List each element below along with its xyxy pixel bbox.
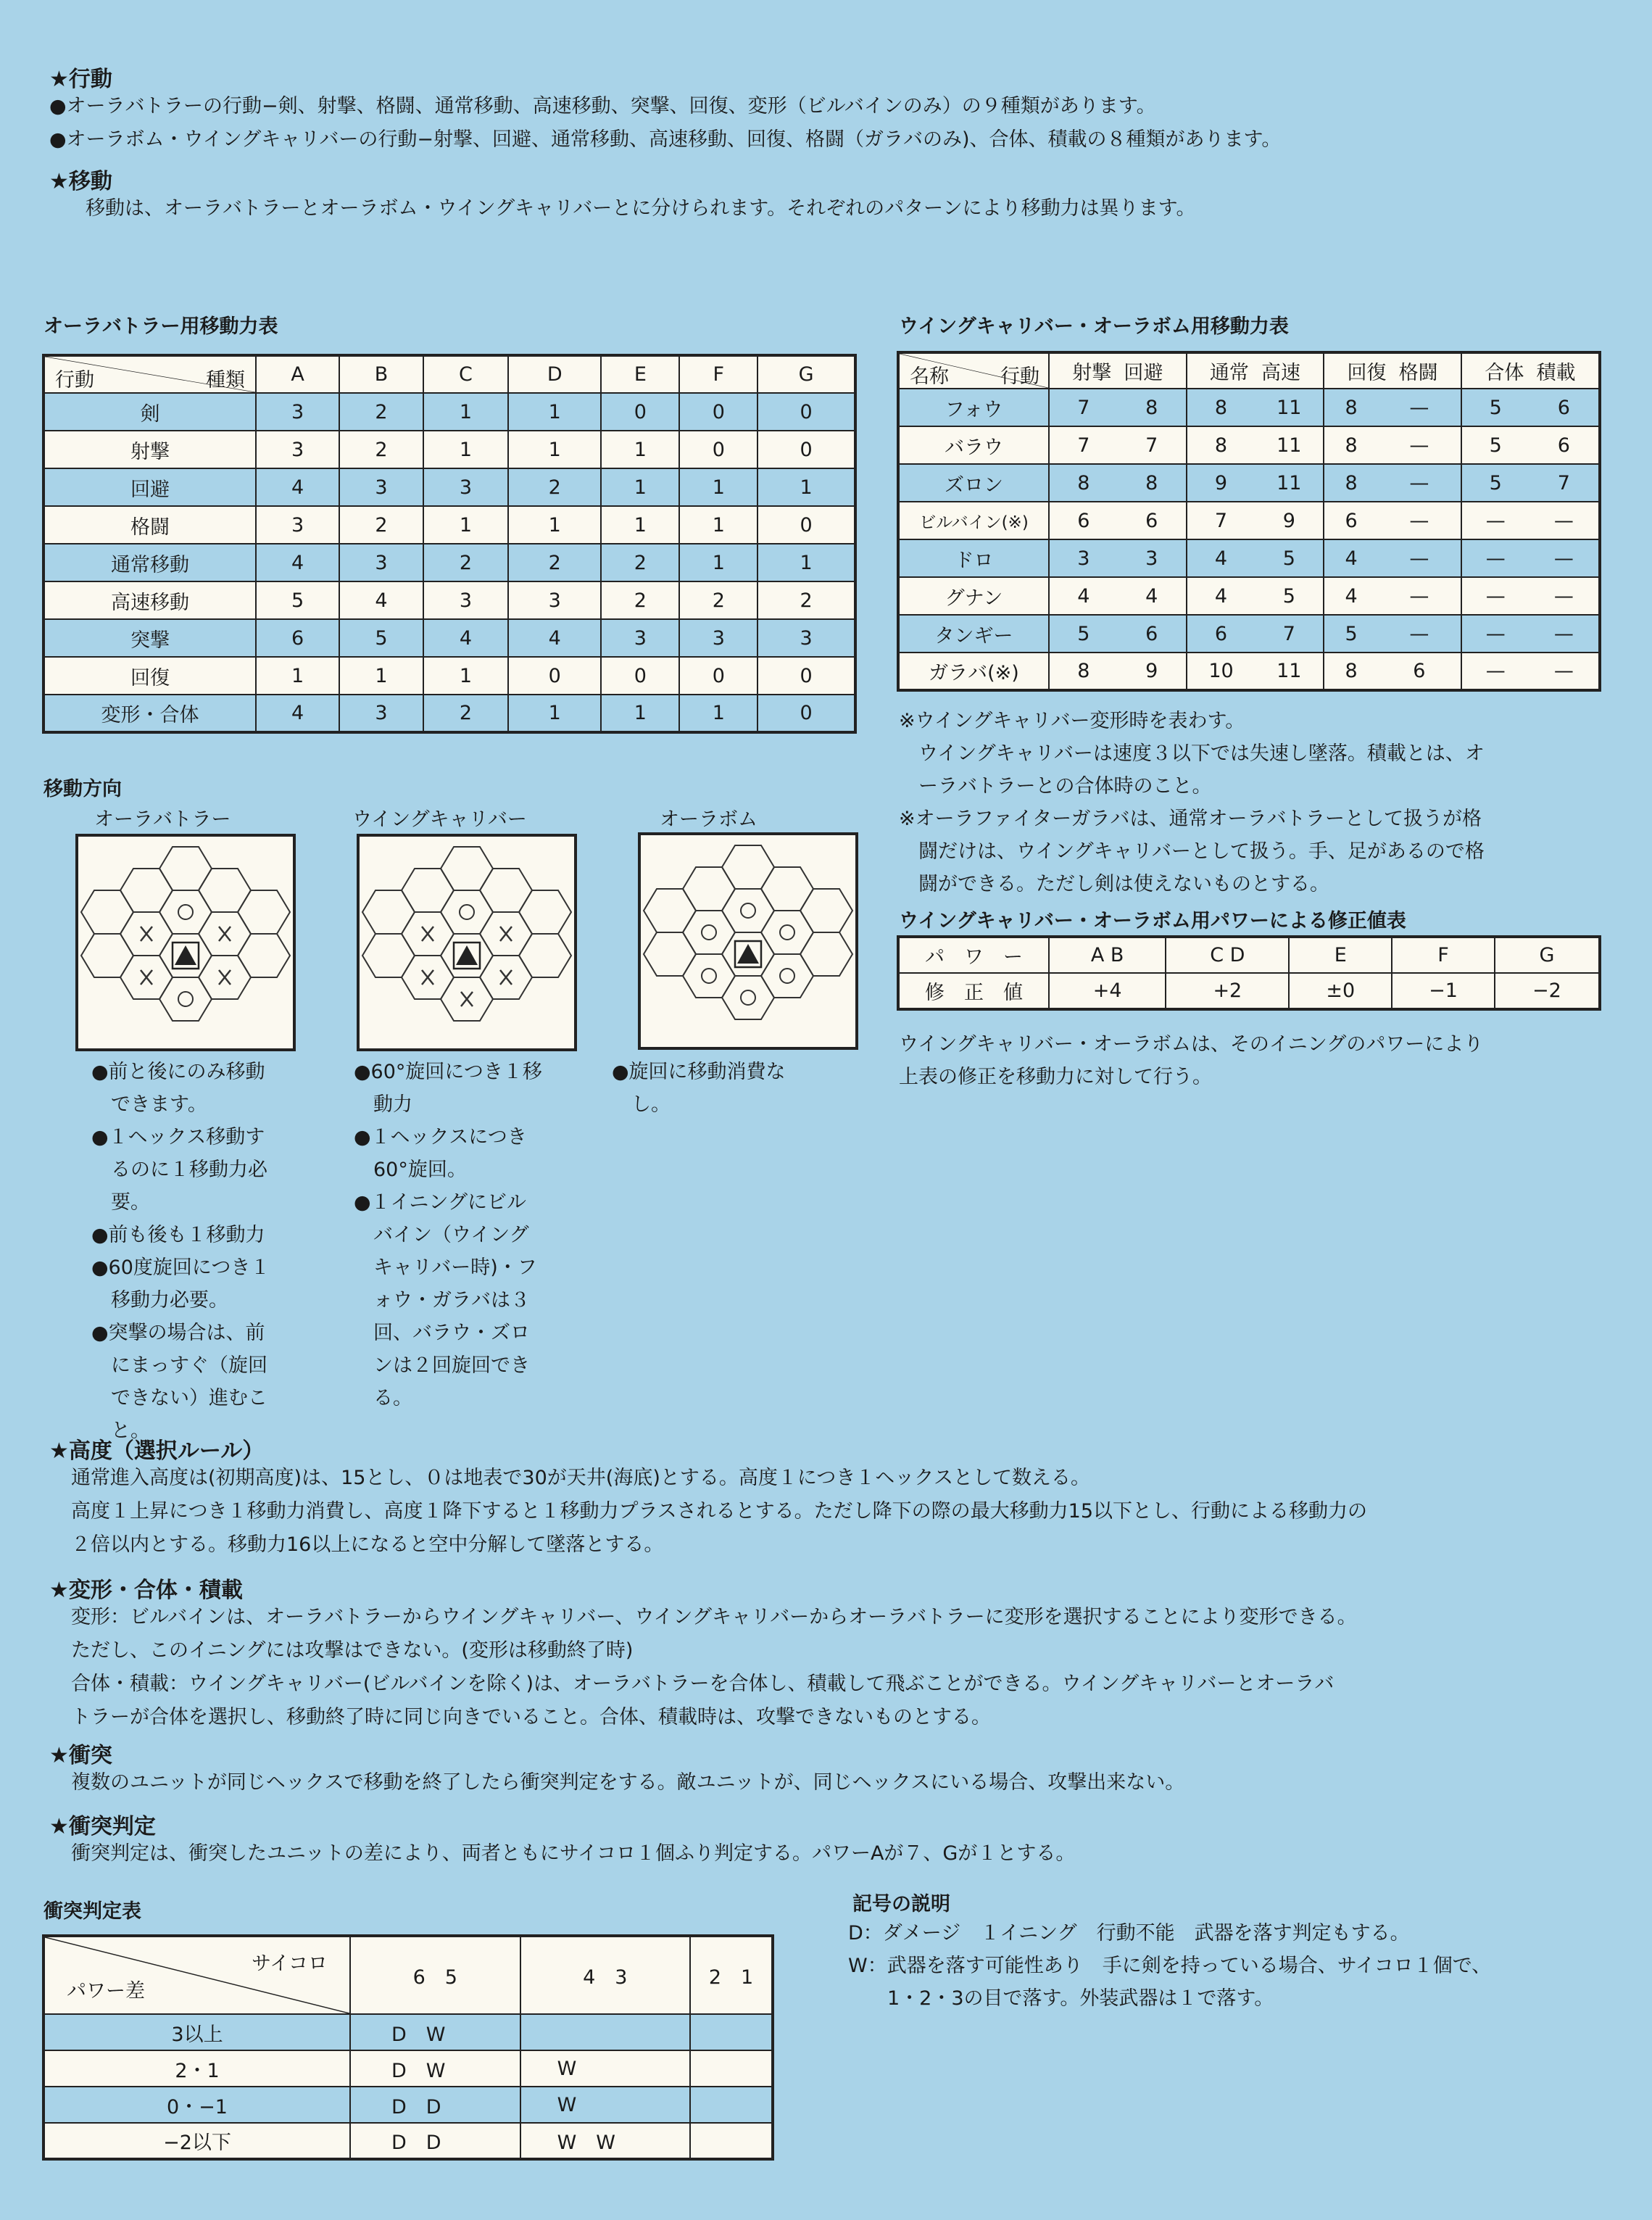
- cell: [690, 2014, 773, 2050]
- cell: 0: [757, 393, 855, 431]
- table-row: [43, 657, 855, 695]
- row-label: ドロ: [898, 539, 1049, 577]
- cell: —: [1529, 653, 1600, 690]
- wc-note: ウイングキャリバーは速度３以下では失速し墜落。積載とは、オ: [899, 742, 1485, 765]
- altitude-line: 高度１上昇につき１移動力消費し、高度１降下すると１移動力プラスされるとする。ただし降下の際の最大移動力15以下とし、行動による移動力の: [71, 1500, 1368, 1523]
- cell: D D: [350, 2123, 520, 2159]
- collision-table-title: 衝突判定表: [43, 1900, 141, 1923]
- power-note: 上表の修正を移動力に対して行う。: [899, 1066, 1212, 1088]
- cell: 3: [423, 581, 508, 619]
- row-label: 0・−1: [43, 2087, 350, 2123]
- power-row-label: 修 正 値: [898, 973, 1049, 1009]
- cell: 0: [757, 695, 855, 732]
- cell: 1: [508, 393, 601, 431]
- cell: 6: [1118, 615, 1187, 653]
- note-line: るのに１移動力必: [91, 1159, 267, 1181]
- power-col-header: C D: [1166, 937, 1289, 973]
- cell: 2: [423, 544, 508, 581]
- cell: 1: [423, 431, 508, 468]
- note-line: ●旋回に移動消費な: [612, 1061, 786, 1083]
- cell: —: [1529, 539, 1600, 577]
- collision-col-header: 6 5: [350, 1936, 520, 2014]
- cell: —: [1461, 653, 1529, 690]
- wc-note: ーラバトラーとの合体時のこと。: [899, 775, 1212, 798]
- diagram-label-ab: オーラバトラー: [94, 808, 231, 831]
- table-row: [43, 544, 855, 581]
- cell: 1: [256, 657, 339, 695]
- move-text: 移動は、オーラバトラーとオーラボム・ウイングキャリバーとに分けられます。それぞれのパターンにより移動力は異ります。: [86, 197, 1196, 220]
- cell: 5: [1461, 464, 1529, 502]
- cell: —: [1529, 615, 1600, 653]
- wc-note: ※ウイングキャリバー変形時を表わす。: [899, 710, 1245, 732]
- cell: 3: [256, 506, 339, 544]
- cell: 1: [601, 468, 679, 506]
- diagram-notes-wing-caliber: [354, 1056, 542, 1415]
- cell: 1: [423, 506, 508, 544]
- diagram-label-wc: ウイングキャリバー: [352, 808, 527, 831]
- cell: 2: [679, 581, 757, 619]
- row-label: 2・1: [43, 2050, 350, 2087]
- cell: 5: [339, 619, 423, 657]
- row-label: 剣: [43, 393, 256, 431]
- note-line: 動力: [354, 1093, 412, 1116]
- cell: 3: [339, 468, 423, 506]
- table-row: [43, 2087, 773, 2123]
- cell: −1: [1392, 973, 1495, 1009]
- hex-diagram-aura-battler: [75, 834, 296, 1051]
- table-row: [43, 431, 855, 468]
- wc-note: 闘だけは、ウイングキャリバーとして扱う。手、足があるので格: [899, 840, 1485, 863]
- note-line: ォウ・ガラバは３: [354, 1289, 530, 1312]
- action-line-2: ●オーラボム・ウイングキャリバーの行動−射撃、回避、通常移動、高速移動、回復、格闘（ガラバのみ)、合体、積載の８種類があります。: [49, 128, 1282, 151]
- row-label: 通常移動: [43, 544, 256, 581]
- cell: 5: [1324, 615, 1378, 653]
- cell: 4: [423, 619, 508, 657]
- cell: 0: [679, 657, 757, 695]
- ab-col-header: A: [256, 355, 339, 393]
- row-label: 回復: [43, 657, 256, 695]
- row-label: タンギー: [898, 615, 1049, 653]
- cell: 2: [339, 506, 423, 544]
- legend-line: W：武器を落す可能性あり 手に剣を持っている場合、サイコロ１個で、: [848, 1955, 1492, 1977]
- ab-col-header: C: [423, 355, 508, 393]
- cell: W W: [520, 2123, 690, 2159]
- cell: W: [520, 2087, 690, 2123]
- cell: 8: [1187, 426, 1255, 464]
- cell: 4: [256, 695, 339, 732]
- cell: 0: [508, 657, 601, 695]
- table-row: [43, 695, 855, 732]
- direction-title: 移動方向: [43, 778, 122, 800]
- note-line: ●１ヘックスにつき: [354, 1126, 527, 1148]
- cell: 9: [1118, 653, 1187, 690]
- cell: 3: [339, 695, 423, 732]
- wc-corner-right: 行動: [1000, 365, 1039, 388]
- cell: —: [1461, 539, 1529, 577]
- cell: 0: [757, 431, 855, 468]
- cell: 2: [757, 581, 855, 619]
- power-table: [897, 935, 1601, 1011]
- transform-line: 変形：ビルバインは、オーラバトラーからウイングキャリバー、ウイングキャリバーからオーラバトラーに変形を選択することにより変形できる。: [71, 1606, 1357, 1628]
- row-label: ズロン: [898, 464, 1049, 502]
- cell: 6: [1187, 615, 1255, 653]
- cell: 2: [508, 544, 601, 581]
- cell: 3: [256, 393, 339, 431]
- table-row: [898, 653, 1600, 690]
- note-line: ●前と後にのみ移動: [91, 1061, 265, 1083]
- row-label: フォウ: [898, 389, 1049, 426]
- cell: 8: [1324, 464, 1378, 502]
- collision-text: 複数のユニットが同じヘックスで移動を終了したら衝突判定をする。敵ユニットが、同じヘックスにいる場合、攻撃出来ない。: [71, 1771, 1185, 1794]
- cell: 2: [423, 695, 508, 732]
- wc-col-header: 回復 格闘: [1324, 352, 1461, 389]
- ab-col-header: F: [679, 355, 757, 393]
- cell: 5: [1461, 426, 1529, 464]
- transform-line: 合体・積載：ウイングキャリバー(ビルバインを除く)は、オーラバトラーを合体し、積載して飛ぶことができる。ウイングキャリバーとオーラバ: [71, 1673, 1335, 1695]
- collision-col-header: 2 1: [690, 1936, 773, 2014]
- section-title-collision-check: ★衝突判定: [49, 1814, 156, 1839]
- cell: +4: [1049, 973, 1166, 1009]
- cell: —: [1461, 615, 1529, 653]
- cell: 8: [1324, 653, 1378, 690]
- cell: 4: [256, 544, 339, 581]
- cell: 1: [339, 657, 423, 695]
- cell: 1: [679, 544, 757, 581]
- cell: 7: [1049, 389, 1118, 426]
- cell: 1: [508, 506, 601, 544]
- cell: D W: [350, 2050, 520, 2087]
- cell: 6: [256, 619, 339, 657]
- section-title-transform: ★変形・合体・積載: [49, 1578, 243, 1603]
- row-label: 突撃: [43, 619, 256, 657]
- wc-note: 闘ができる。ただし剣は使えないものとする。: [899, 873, 1329, 895]
- diagram-label-ab-bomb: オーラボム: [660, 808, 757, 831]
- note-line: ●１イニングにビル: [354, 1191, 526, 1214]
- section-title-action: ★行動: [49, 67, 112, 92]
- cell: [690, 2050, 773, 2087]
- cell: 6: [1529, 389, 1600, 426]
- note-line: ●60°旋回につき１移: [354, 1061, 542, 1083]
- note-line: ●前も後も１移動力: [91, 1224, 265, 1246]
- table-row: [898, 615, 1600, 653]
- cell: +2: [1166, 973, 1289, 1009]
- row-label: 射撃: [43, 431, 256, 468]
- cell: 2: [601, 581, 679, 619]
- wc-notes: [899, 705, 1485, 900]
- cell: 3: [339, 544, 423, 581]
- note-line: できない）進むこ: [91, 1387, 267, 1409]
- cell: 8: [1187, 389, 1255, 426]
- cell: 6: [1324, 502, 1378, 539]
- wc-table-corner: [898, 352, 1049, 389]
- section-title-move: ★移動: [49, 169, 112, 194]
- ab-col-header: E: [601, 355, 679, 393]
- cell: 8: [1324, 426, 1378, 464]
- power-header-label: パ ワ ー: [898, 937, 1049, 973]
- table-row: [898, 426, 1600, 464]
- power-notes: [899, 1028, 1483, 1093]
- row-label: 3以上: [43, 2014, 350, 2050]
- cell: 4: [1187, 539, 1255, 577]
- cell: 1: [601, 506, 679, 544]
- cell: 5: [1461, 389, 1529, 426]
- cell: 11: [1255, 653, 1324, 690]
- cell: 0: [757, 657, 855, 695]
- legend-line: D：ダメージ １イニング 行動不能 武器を落す判定もする。: [848, 1922, 1410, 1944]
- altitude-text: [71, 1462, 1367, 1562]
- cell: 0: [601, 657, 679, 695]
- cell: 7: [1255, 615, 1324, 653]
- ab-col-header: G: [757, 355, 855, 393]
- cell: 1: [423, 393, 508, 431]
- ab-table-title: オーラバトラー用移動力表: [43, 315, 278, 338]
- cell: 5: [1049, 615, 1118, 653]
- row-label: ビルバイン(※): [898, 502, 1049, 539]
- note-line: できます。: [91, 1093, 207, 1116]
- note-line: バイン（ウイング: [354, 1224, 529, 1246]
- cell: 6: [1529, 426, 1600, 464]
- collision-corner-bottom: パワー差: [67, 1980, 145, 2002]
- cell: 8: [1118, 464, 1187, 502]
- row-label: ガラバ(※): [898, 653, 1049, 690]
- ab-corner-left: 行動: [55, 369, 94, 392]
- row-label: 高速移動: [43, 581, 256, 619]
- note-line: と。: [91, 1420, 150, 1442]
- transform-line: ただし、このイニングには攻撃はできない。(変形は移動終了時): [71, 1639, 634, 1662]
- cell: —: [1529, 502, 1600, 539]
- cell: —: [1461, 577, 1529, 615]
- table-row: [43, 468, 855, 506]
- cell: 1: [679, 695, 757, 732]
- cell: —: [1529, 577, 1600, 615]
- cell: 3: [256, 431, 339, 468]
- note-line: 回、バラウ・ズロ: [354, 1322, 530, 1344]
- diagram-notes-aura-bomb: [612, 1056, 786, 1121]
- hex-diagram-aura-bomb: [638, 832, 858, 1050]
- cell: 6: [1049, 502, 1118, 539]
- cell: 11: [1255, 426, 1324, 464]
- cell: —: [1378, 389, 1461, 426]
- note-line: 移動力必要。: [91, 1289, 228, 1312]
- cell: 3: [423, 468, 508, 506]
- collision-col-header: 4 3: [520, 1936, 690, 2014]
- ab-table-corner: [43, 355, 256, 393]
- cell: 11: [1255, 389, 1324, 426]
- cell: 3: [679, 619, 757, 657]
- cell: D W: [350, 2014, 520, 2050]
- cell: 4: [1118, 577, 1187, 615]
- cell: 0: [679, 393, 757, 431]
- cell: 1: [508, 695, 601, 732]
- table-row: [43, 506, 855, 544]
- wc-col-header: 通常 高速: [1187, 352, 1324, 389]
- cell: 0: [601, 393, 679, 431]
- cell: 4: [1049, 577, 1118, 615]
- cell: 8: [1118, 389, 1187, 426]
- cell: 7: [1529, 464, 1600, 502]
- cell: 3: [1049, 539, 1118, 577]
- legend-title: 記号の説明: [852, 1893, 950, 1915]
- power-note: ウイングキャリバー・オーラボムは、そのイニングのパワーにより: [899, 1033, 1484, 1056]
- cell: 6: [1378, 653, 1461, 690]
- cell: 9: [1187, 464, 1255, 502]
- cell: —: [1378, 426, 1461, 464]
- cell: 6: [1118, 502, 1187, 539]
- cell: 1: [601, 695, 679, 732]
- cell: 5: [1255, 577, 1324, 615]
- altitude-line: 通常進入高度は(初期高度)は、15とし、０は地表で30が天井(海底)とする。高度１につき１ヘックスとして数える。: [71, 1467, 1091, 1489]
- power-col-header: G: [1495, 937, 1600, 973]
- note-line: ●突撃の場合は、前: [91, 1322, 265, 1344]
- cell: ±0: [1289, 973, 1392, 1009]
- ab-corner-right: 種類: [206, 369, 245, 392]
- section-title-altitude: ★高度（選択ルール）: [49, 1438, 265, 1464]
- cell: —: [1378, 615, 1461, 653]
- cell: 8: [1324, 389, 1378, 426]
- table-row: [898, 389, 1600, 426]
- cell: [690, 2087, 773, 2123]
- wc-corner-left: 名称: [910, 365, 949, 388]
- hex-diagram-wing-caliber: [357, 834, 577, 1051]
- cell: 1: [679, 468, 757, 506]
- table-row: [898, 464, 1600, 502]
- cell: 4: [508, 619, 601, 657]
- row-label: 変形・合体: [43, 695, 256, 732]
- cell: 9: [1255, 502, 1324, 539]
- cell: 11: [1255, 464, 1324, 502]
- cell: 1: [508, 431, 601, 468]
- cell: —: [1461, 502, 1529, 539]
- cell: −2: [1495, 973, 1600, 1009]
- power-table-title: ウイングキャリバー・オーラボム用パワーによる修正値表: [899, 910, 1406, 932]
- cell: 8: [1049, 464, 1118, 502]
- cell: 7: [1049, 426, 1118, 464]
- cell: 1: [679, 506, 757, 544]
- cell: —: [1378, 464, 1461, 502]
- row-label: 回避: [43, 468, 256, 506]
- cell: 3: [1118, 539, 1187, 577]
- cell: 8: [1049, 653, 1118, 690]
- wc-col-header: 合体 積載: [1461, 352, 1600, 389]
- cell: W: [520, 2050, 690, 2087]
- cell: D D: [350, 2087, 520, 2123]
- row-label: グナン: [898, 577, 1049, 615]
- table-row: [43, 2014, 773, 2050]
- table-row: [43, 393, 855, 431]
- cell: 4: [1324, 539, 1378, 577]
- collision-corner-top: サイコロ: [251, 1952, 328, 1975]
- cell: 1: [601, 431, 679, 468]
- cell: [520, 2014, 690, 2050]
- cell: 0: [679, 431, 757, 468]
- cell: 3: [601, 619, 679, 657]
- note-line: ●１ヘックス移動す: [91, 1126, 265, 1148]
- diagram-notes-aura-battler: [91, 1056, 270, 1447]
- cell: 2: [601, 544, 679, 581]
- altitude-line: ２倍以内とする。移動力16以上になると空中分解して墜落とする。: [71, 1533, 664, 1556]
- collision-table: [42, 1934, 774, 2161]
- power-col-header: F: [1392, 937, 1495, 973]
- cell: 2: [508, 468, 601, 506]
- row-label: バラウ: [898, 426, 1049, 464]
- cell: 5: [1255, 539, 1324, 577]
- cell: 4: [1324, 577, 1378, 615]
- cell: 7: [1118, 426, 1187, 464]
- cell: 1: [423, 657, 508, 695]
- note-line: 要。: [91, 1191, 150, 1214]
- cell: 3: [508, 581, 601, 619]
- note-line: し。: [612, 1093, 671, 1116]
- wc-note: ※オーラファイターガラバは、通常オーラバトラーとして扱うが格: [899, 808, 1482, 830]
- power-col-header: E: [1289, 937, 1392, 973]
- note-line: ●60度旋回につき１: [91, 1256, 270, 1279]
- cell: 0: [757, 506, 855, 544]
- collision-table-corner: [43, 1936, 350, 2014]
- table-row: [43, 2123, 773, 2159]
- wc-col-header: 射撃 回避: [1049, 352, 1187, 389]
- table-row: [898, 502, 1600, 539]
- ab-col-header: B: [339, 355, 423, 393]
- collision-check-text: 衝突判定は、衝突したユニットの差により、両者ともにサイコロ１個ふり判定する。パワーAが７、Gが１とする。: [71, 1842, 1076, 1865]
- cell: —: [1378, 577, 1461, 615]
- table-row: [43, 2050, 773, 2087]
- cell: —: [1378, 502, 1461, 539]
- note-line: にまっすぐ（旋回: [91, 1354, 267, 1377]
- table-row: [43, 619, 855, 657]
- note-line: キャリバー時)・フ: [354, 1256, 537, 1279]
- note-line: る。: [354, 1387, 412, 1409]
- legend-text: [848, 1917, 1491, 2015]
- legend-line: 1・2・3の目で落す。外装武器は１で落す。: [848, 1987, 1274, 2010]
- row-label: −2以下: [43, 2123, 350, 2159]
- cell: 1: [757, 468, 855, 506]
- cell: 3: [757, 619, 855, 657]
- wc-table-title: ウイングキャリバー・オーラボム用移動力表: [899, 315, 1289, 338]
- cell: 5: [256, 581, 339, 619]
- cell: 4: [339, 581, 423, 619]
- cell: 2: [339, 431, 423, 468]
- cell: 10: [1187, 653, 1255, 690]
- cell: 1: [757, 544, 855, 581]
- table-row: [898, 539, 1600, 577]
- section-title-collision: ★衝突: [49, 1743, 112, 1768]
- cell: [690, 2123, 773, 2159]
- table-row: [898, 577, 1600, 615]
- action-line-1: ●オーラバトラーの行動−剣、射撃、格闘、通常移動、高速移動、突撃、回復、変形（ビルバインのみ）の９種類があります。: [49, 95, 1156, 117]
- power-col-header: A B: [1049, 937, 1166, 973]
- transform-line: トラーが合体を選択し、移動終了時に同じ向きでいること。合体、積載時は、攻撃できないものとする。: [71, 1706, 991, 1728]
- transform-text: [71, 1601, 1357, 1734]
- note-line: ンは２回旋回でき: [354, 1354, 530, 1377]
- table-row: [43, 581, 855, 619]
- ab-col-header: D: [508, 355, 601, 393]
- wc-move-table: [897, 351, 1601, 692]
- cell: 4: [256, 468, 339, 506]
- ab-move-table: [42, 354, 857, 734]
- cell: 7: [1187, 502, 1255, 539]
- cell: 2: [339, 393, 423, 431]
- cell: 4: [1187, 577, 1255, 615]
- cell: —: [1378, 539, 1461, 577]
- note-line: 60°旋回。: [354, 1159, 467, 1181]
- row-label: 格闘: [43, 506, 256, 544]
